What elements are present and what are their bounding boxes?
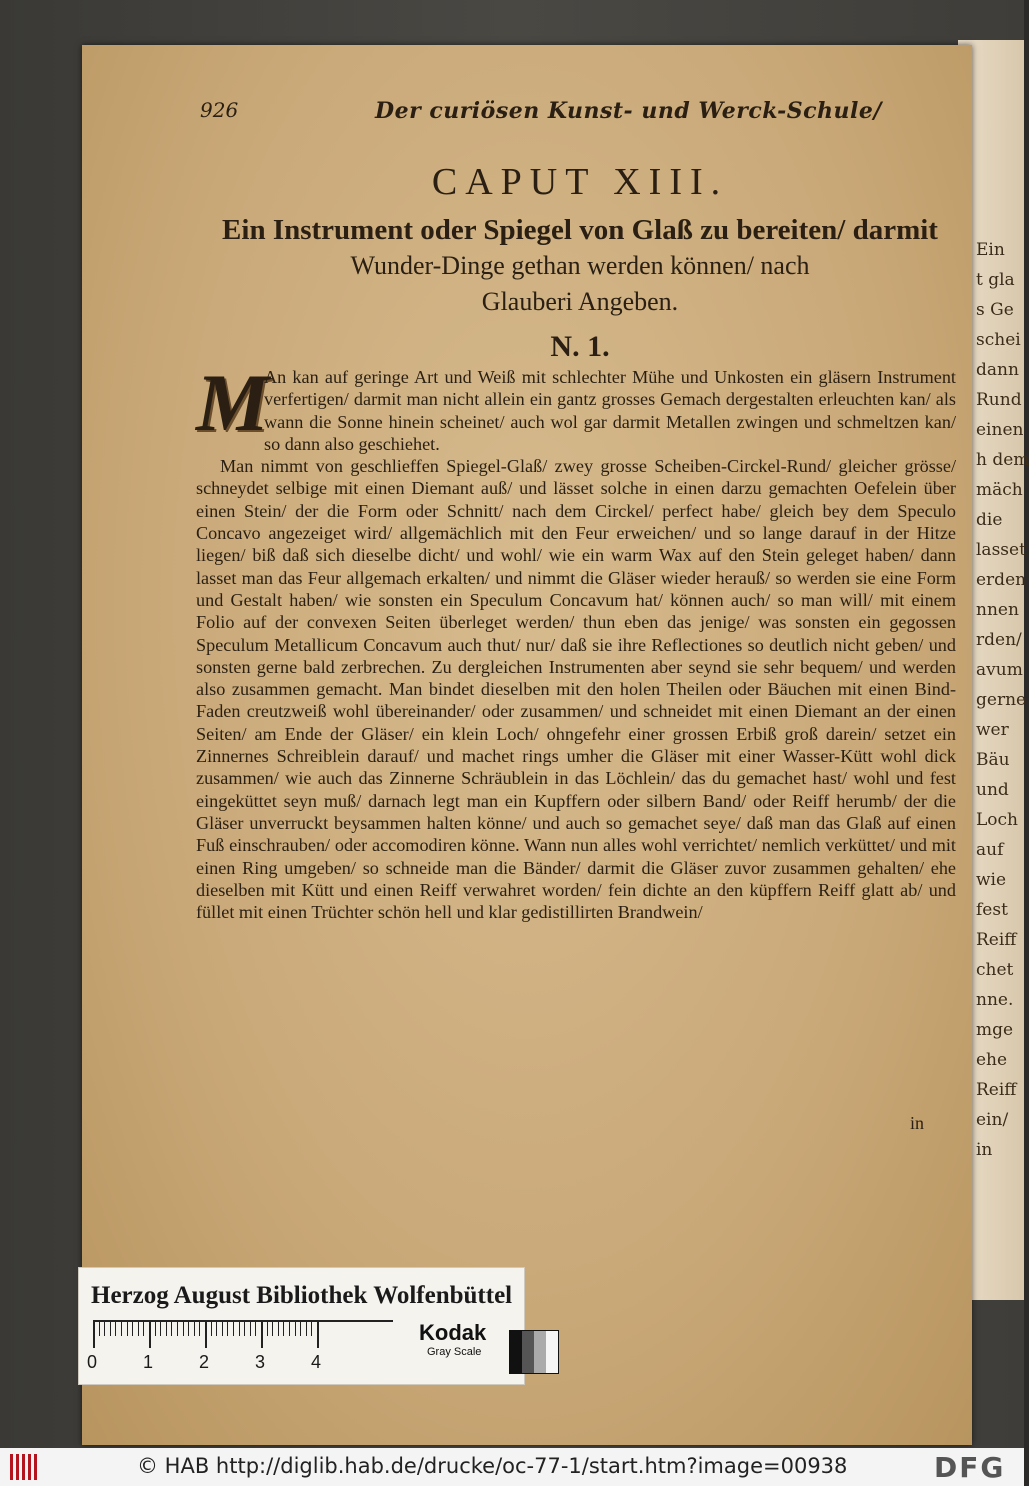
ruler-tick [177, 1322, 178, 1336]
ruler-tick [272, 1322, 273, 1336]
scale-ruler [93, 1320, 393, 1352]
chapter-title: CAPUT XIII. [431, 161, 729, 203]
next-page-fragment: schei [976, 330, 1021, 350]
ruler-tick [216, 1322, 217, 1336]
ruler-tick [267, 1322, 268, 1336]
ruler-tick [233, 1322, 234, 1336]
kodak-logo: Kodak [419, 1320, 487, 1345]
next-page-fragment: t gla [976, 270, 1015, 290]
ruler-tick [99, 1322, 100, 1336]
ruler-tick [166, 1322, 167, 1336]
next-page-fragment: Ein [976, 240, 1005, 260]
section-heading-line1: Ein Instrument oder Spiegel von Glaß zu bereiten/ darmit [222, 214, 938, 246]
next-page-fragment: rden/ [976, 630, 1022, 650]
ruler-tick [227, 1322, 228, 1336]
number-label: N. 1. [550, 330, 610, 363]
next-page-fragment: in [976, 1140, 993, 1160]
next-page-fragment: lasset [976, 540, 1026, 560]
next-page-fragment: gerne [976, 690, 1027, 710]
next-page-fragment: Reiff [976, 1080, 1017, 1100]
gray-patch [546, 1331, 558, 1373]
ruler-tick [278, 1322, 279, 1336]
ruler-tick [311, 1322, 312, 1336]
gray-patch [522, 1331, 534, 1373]
ruler-tick [300, 1322, 301, 1336]
next-page-fragment: s Ge [976, 300, 1014, 320]
ruler-number: 2 [199, 1352, 210, 1372]
running-head: Der curiösen Kunst- und Werck-Schule/ [375, 98, 882, 124]
institution-name: Herzog August Bibliothek Wolfenbüttel [91, 1282, 513, 1309]
ruler-number: 4 [311, 1352, 322, 1372]
body-text [196, 357, 956, 923]
ruler-tick [250, 1322, 251, 1336]
ruler-tick [160, 1322, 161, 1336]
footer-bar [0, 1448, 1024, 1486]
next-page-fragment: chet [976, 960, 1014, 980]
next-page-fragment: ein/ [976, 1110, 1009, 1130]
next-page-fragment: nnen [976, 600, 1019, 620]
catchword: in [910, 1113, 925, 1133]
dfg-logo: DFG [934, 1451, 1006, 1484]
ruler-tick [93, 1322, 95, 1348]
copyright-url[interactable]: © HAB http://diglib.hab.de/drucke/oc-77-1/start.htm?image=00938 [137, 1454, 848, 1478]
next-page-fragment: dann [976, 360, 1019, 380]
ruler-tick [295, 1322, 296, 1336]
next-page-fragment: Reiff [976, 930, 1017, 950]
ruler-tick [261, 1322, 263, 1348]
next-page-fragment: wer [976, 720, 1009, 740]
next-page-fragment: Loch [976, 810, 1018, 830]
ruler-tick [205, 1322, 207, 1348]
ruler-tick [183, 1322, 184, 1336]
next-page-fragment: Bäu [976, 750, 1010, 770]
ruler-tick [104, 1322, 105, 1336]
next-page-fragment: auf [976, 840, 1004, 860]
ruler-number: 3 [255, 1352, 266, 1372]
next-page-fragment: fest [976, 900, 1008, 920]
next-page-fragment: die [976, 510, 1003, 530]
next-page-fragment: Rund [976, 390, 1022, 410]
section-heading-line3: Glauberi Angeben. [481, 287, 679, 316]
ruler-tick [155, 1322, 156, 1336]
ruler-tick [149, 1322, 151, 1348]
ruler-tick [110, 1322, 111, 1336]
ruler-tick [127, 1322, 128, 1336]
ruler-tick [211, 1322, 212, 1336]
ruler-number: 1 [143, 1352, 154, 1372]
ruler-tick [194, 1322, 195, 1336]
page-number: 926 [200, 98, 239, 122]
ruler-tick [132, 1322, 133, 1336]
ruler-tick [199, 1322, 200, 1336]
next-page-fragment: h dem [976, 450, 1029, 470]
paragraph-1: An kan auf geringe Art und Weiß mit schlechter Mühe und Unkosten ein gläsern Instrument verfertigen/ darmit man nicht allein ein gantz grosses Gemach dergestalten erleuchten kan/ als wann die Sonne hinein scheinet/ auch wol gar darmit Metallen zwingen und schmeltzen kan/ so dann also geschiehet. [264, 367, 956, 454]
ruler-tick [188, 1322, 189, 1336]
next-page-fragment: avum [976, 660, 1023, 680]
ruler-tick [306, 1322, 307, 1336]
gray-patch [510, 1331, 522, 1373]
next-page-fragment: erden [976, 570, 1027, 590]
library-label-card [78, 1267, 525, 1385]
ruler-tick [255, 1322, 256, 1336]
ruler-numbers [87, 1352, 407, 1376]
ruler-tick [222, 1322, 223, 1336]
next-page-fragment: mäch [976, 480, 1023, 500]
drop-cap: M [196, 357, 269, 448]
gray-scale-swatch [509, 1330, 559, 1374]
ruler-tick [143, 1322, 144, 1336]
section-heading-line2: Wunder-Dinge gethan werden können/ nach [350, 251, 810, 280]
page-header [200, 98, 960, 128]
ruler-tick [171, 1322, 172, 1336]
ruler-tick [121, 1322, 122, 1336]
kodak-subtitle: Gray Scale [427, 1346, 482, 1358]
next-page-fragment: ehe [976, 1050, 1008, 1070]
paragraph-2: Man nimmt von geschlieffen Spiegel-Glaß/ zwey grosse Scheiben-Circkel-Rund/ gleicher grösse/ schneydet selbige mit einen Diemant auß/ und lässet solche in einen darzu gemachten Oefelein über einen Stein/ der die Form oder Schnitt/ nach dem Circkel/ perfect habe/ gleich bey dem Speculo Concavo angezeiget wird/ allgemächlich mit den Feur erweichen/ und so lange darauf in der Hitze liegen/ biß daß sich dieselbe dicht/ und wohl/ wie ein warm Wax auf den Stein geleget haben/ dann lasset man das Feur allgemach erkalten/ und nimmt die Gläser wieder herauß/ so werden sie eine Form und Gestalt haben/ wie sonsten ein Speculum Concavum hat/ können auch/ so man will/ mit einem Folio auf der convexen Seiten überleget werden/ thun eben das jenige/ was sonsten ein gegossen Speculum Metallicum Concavum auch thut/ nur/ daß sie ihre Reflectiones so deutlich nicht geben/ und sonsten gerne bald zerbrechen. Zu dergleichen Instrumenten aber seynd sie sehr bequem/ und werden also zusammen gemacht. Man bindet dieselben mit den holen Theilen oder Bäuchen mit einen Bind-Faden creutzweiß wohl übereinander/ oder zusammen/ und schneidet mit einen Diemant an der einen Seiten/ am Ende der Gläser/ ein klein Loch/ ohngefehr einer grossen Erbiß groß darein/ setzet ein Zinnernes Schreiblein darauf/ und machet rings umher die Gläser mit einer Wasser-Kütt wohl dick zusammen/ wie auch das Zinnerne Schräublein in das Löchlein/ das du gemachet hast/ wohl und fest eingeküttet seyn muß/ darnach legt man ein Kupffern oder silbern Band/ oder Reiff herumb/ der die Gläser unverruckt beysammen halten könne/ und auch so gemachet seye/ daß man das Glaß auf einen Fuß einschrauben/ oder accomodiren könne. Wann nun alles wohl verrichtet/ nemlich verküttet/ und mit einen Ring umgeben/ so schneide man die Bänder/ darmit die Gläser zuvor zusammen gehalten/ ehe dieselben mit Kütt und einen Reiff verwahret worden/ fein dichte an den küpffern Reiff glatt ab/ und füllet mit einen Trüchter schön hell und klar gedistillirten Brandwein/ [196, 456, 956, 923]
next-page-fragment: mge [976, 1020, 1014, 1040]
section-heading [200, 212, 960, 320]
hab-logo-icon [10, 1454, 40, 1480]
ruler-tick [239, 1322, 240, 1336]
next-page-fragment: nne. [976, 990, 1014, 1010]
ruler-tick [115, 1322, 116, 1336]
next-page-fragment: und [976, 780, 1009, 800]
next-page-fragment: wie [976, 870, 1007, 890]
ruler-tick [289, 1322, 290, 1336]
ruler-tick [244, 1322, 245, 1336]
ruler-number: 0 [87, 1352, 98, 1372]
ruler-tick [317, 1322, 319, 1348]
ruler-tick [283, 1322, 284, 1336]
gray-patch [534, 1331, 546, 1373]
ruler-tick [138, 1322, 139, 1336]
next-page-fragment: einen [976, 420, 1024, 440]
